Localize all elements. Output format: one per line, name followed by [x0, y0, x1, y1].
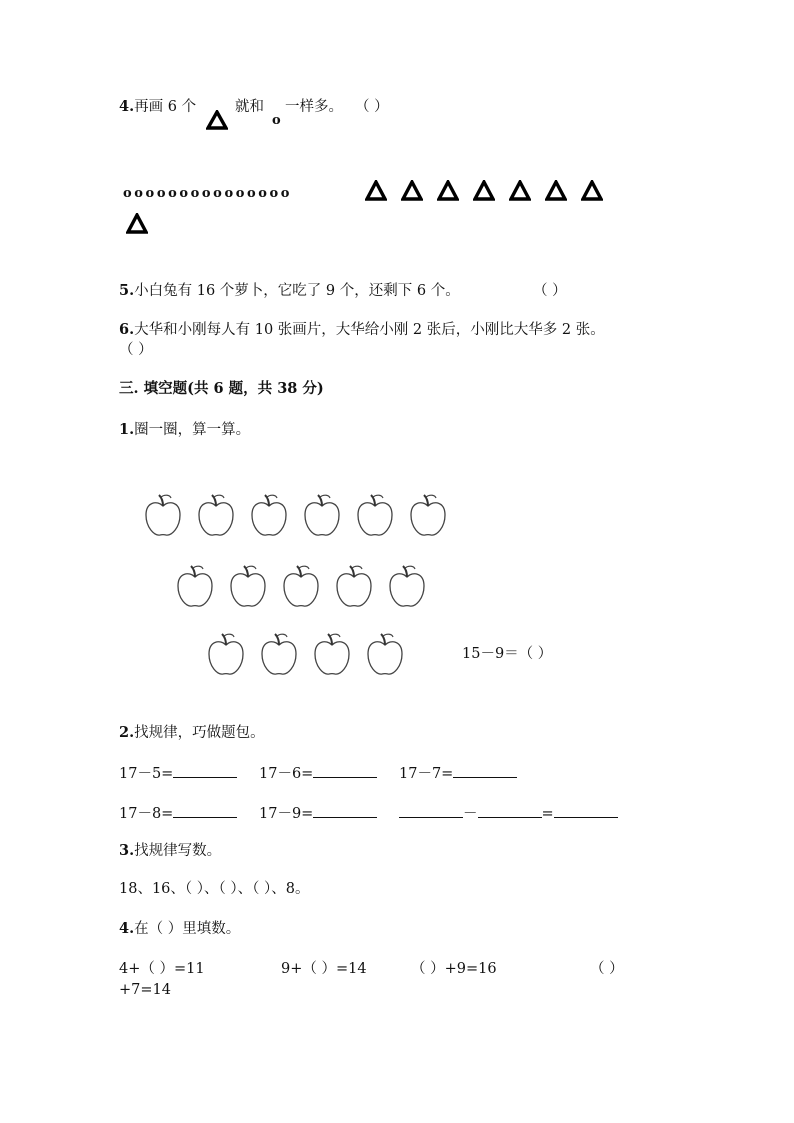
q5-line	[119, 282, 460, 300]
triangle-icon	[206, 110, 228, 130]
q4-number: 4.	[119, 98, 135, 115]
fill-q3-number: 3.	[119, 842, 135, 859]
q4-line	[119, 98, 196, 116]
triangle-icon	[401, 180, 423, 202]
fill-q3-sequence: 18、16、（ ）、（ ）、（ ）、8。	[119, 881, 310, 897]
answer-blank[interactable]	[453, 763, 517, 778]
answer-blank[interactable]	[554, 803, 618, 818]
fill-q2-row1-item1: 17－5=	[119, 763, 237, 783]
equals-sign: =	[541, 806, 554, 822]
fill-q4-eq4-rest: +7=14	[119, 982, 171, 998]
apple-icon	[175, 563, 215, 609]
circles-row: ooooooooooooooo	[123, 186, 293, 201]
apple-icon	[228, 563, 268, 609]
answer-blank[interactable]	[399, 803, 463, 818]
answer-blank[interactable]	[478, 803, 542, 818]
q6-text: 大华和小刚每人有 10 张画片，大华给小刚 2 张后，小刚比大华多 2 张。	[134, 322, 605, 338]
fill-q1-number: 1.	[119, 421, 135, 438]
answer-blank[interactable]	[313, 803, 377, 818]
fill-q4-number: 4.	[119, 920, 135, 937]
q4-text-a: 再画	[134, 99, 164, 115]
apple-icon	[387, 563, 427, 609]
fill-q4-line	[119, 920, 240, 938]
fill-q2-row1-item3: 17－7=	[399, 763, 517, 783]
apple-icon	[408, 492, 448, 538]
apple-icon	[259, 631, 299, 677]
answer-blank[interactable]	[173, 803, 237, 818]
apple-icon	[334, 563, 374, 609]
section-title: 三. 填空题(共 6 题，共 38 分)	[119, 380, 324, 397]
q4-paren: （ ）	[355, 99, 389, 115]
q4-count: 6	[167, 99, 177, 115]
apple-icon	[143, 492, 183, 538]
fill-q1-text: 圈一圈，算一算。	[134, 422, 251, 438]
fill-q4-eq4-paren: （ ）	[590, 961, 624, 977]
fill-q2-row1-item2: 17－6=	[259, 763, 377, 783]
fill-q1-equation: 15－9＝（ ）	[462, 646, 553, 662]
q4-text-c: 就和	[235, 99, 264, 115]
triangle-icon	[581, 180, 603, 202]
fill-q4-eq2: 9+（ ）=14	[281, 961, 367, 977]
fill-q2-row2-item2: 17－9=	[259, 803, 377, 823]
apple-icon	[206, 631, 246, 677]
fill-q2-text: 找规律，巧做题包。	[134, 725, 265, 741]
q6-line	[119, 321, 605, 339]
minus-sign: －	[463, 806, 478, 822]
triangle-icon	[437, 180, 459, 202]
triangle-icon	[545, 180, 567, 202]
q5-text: 小白兔有 16 个萝卜，它吃了 9 个，还剩下 6 个。	[134, 283, 460, 299]
fill-q2-line	[119, 724, 265, 742]
fill-q2-number: 2.	[119, 724, 135, 741]
triangle-icon	[473, 180, 495, 202]
apple-icon	[312, 631, 352, 677]
q6-number: 6.	[119, 321, 135, 338]
fill-q2-row2-item3	[399, 803, 618, 823]
circle-icon: o	[272, 113, 281, 128]
q5-paren: （ ）	[533, 283, 567, 299]
q6-paren: （ ）	[119, 342, 153, 358]
fill-q3-text: 找规律写数。	[134, 843, 222, 859]
triangle-icon	[126, 213, 148, 235]
apple-icon	[281, 563, 321, 609]
fill-q2-row2-item1: 17－8=	[119, 803, 237, 823]
triangle-icon	[365, 180, 387, 202]
fill-q4-eq3: （ ）+9=16	[411, 961, 497, 977]
q5-number: 5.	[119, 282, 135, 299]
apple-icon	[365, 631, 405, 677]
fill-q4-text: 在（ ）里填数。	[134, 921, 241, 937]
answer-blank[interactable]	[313, 763, 377, 778]
fill-q3-line	[119, 842, 221, 860]
apple-icon	[302, 492, 342, 538]
apple-icon	[249, 492, 289, 538]
apple-icon	[196, 492, 236, 538]
apple-icon	[355, 492, 395, 538]
q4-text-d: 一样多。	[285, 99, 343, 115]
triangle-icon	[509, 180, 531, 202]
answer-blank[interactable]	[173, 763, 237, 778]
fill-q4-eq1: 4+（ ）=11	[119, 961, 205, 977]
fill-q1-line	[119, 421, 250, 439]
q4-text-b: 个	[181, 99, 197, 115]
